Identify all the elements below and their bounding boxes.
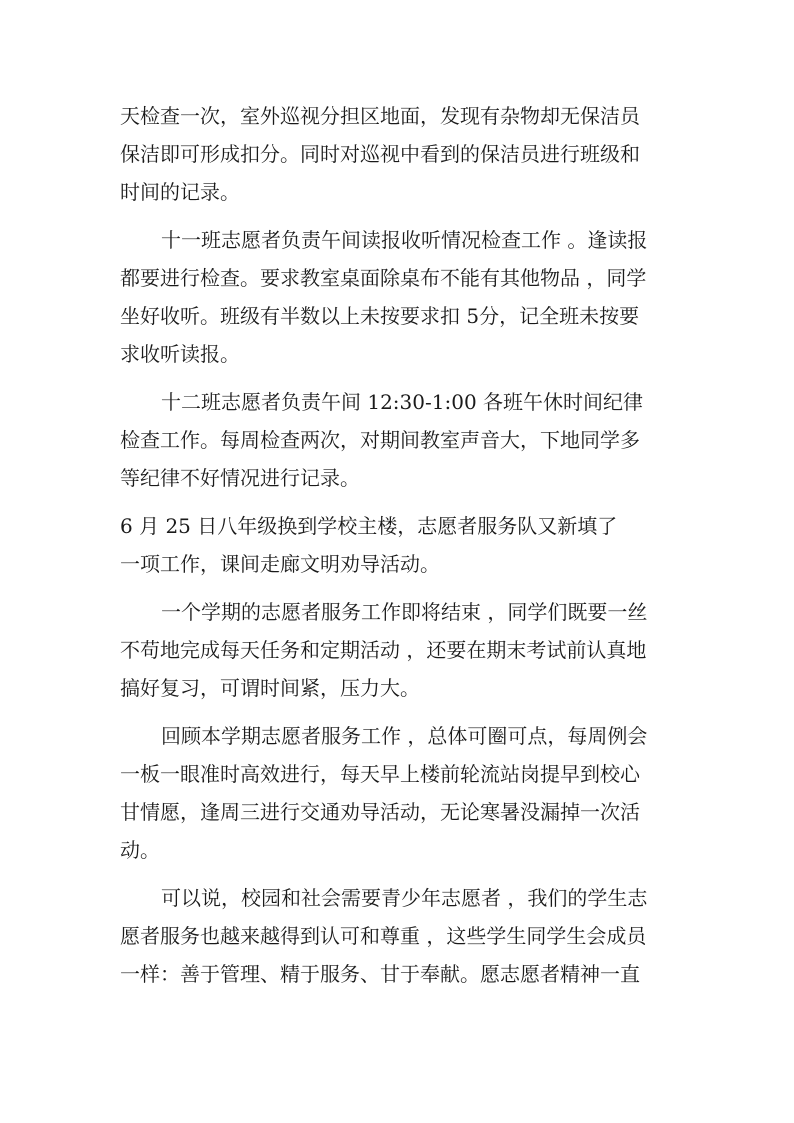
text-line: 甘情愿，逢周三进行交通劝导活动，无论寒暑没漏掉一次活: [120, 800, 640, 824]
text-line: 十二班志愿者负责午间 12:30-1:00 各班午休时间纪律: [161, 390, 644, 414]
paragraph: [120, 97, 680, 211]
paragraph: [120, 717, 680, 869]
text-line: 回顾本学期志愿者服务工作 ，总体可圈可点，每周例会: [161, 724, 648, 748]
text-line: 一项工作，课间走廊文明劝导活动。: [120, 552, 440, 576]
text-line: 一个学期的志愿者服务工作即将结束 ，同学们既要一丝: [161, 600, 648, 624]
text-line: 可以说，校园和社会需要青少年志愿者 ，我们的学生志: [161, 886, 648, 910]
text-line: 一板一眼准时高效进行，每天早上楼前轮流站岗提早到校心: [120, 762, 640, 786]
text-line: 十一班志愿者负责午间读报收听情况检查工作 。逢读报: [161, 228, 648, 252]
text-line: 检查工作。每周检查两次，对期间教室声音大，下地同学多: [120, 428, 640, 452]
text-line: 坐好收听。班级有半数以上未按要求扣 5分，记全班未按要: [120, 304, 640, 328]
text-line: 保洁即可形成扣分。同时对巡视中看到的保洁员进行班级和: [120, 142, 640, 166]
text-line: 愿者服务也越来越得到认可和尊重 ，这些学生同学生会成员: [120, 924, 647, 948]
document-body: [120, 97, 680, 993]
text-line: 动。: [120, 838, 160, 862]
paragraph: [120, 879, 680, 993]
paragraph: [120, 383, 680, 497]
text-line: 时间的记录。: [120, 180, 240, 204]
text-line: 一样：善于管理、精于服务、甘于奉献。愿志愿者精神一直: [120, 962, 640, 986]
text-line: 天检查一次，室外巡视分担区地面，发现有杂物却无保洁员: [120, 104, 640, 128]
text-line: 6 月 25 日八年级换到学校主楼，志愿者服务队又新填了: [120, 514, 618, 538]
paragraph: [120, 593, 680, 707]
text-line: 搞好复习，可谓时间紧，压力大。: [120, 676, 420, 700]
paragraph: [120, 507, 680, 583]
text-line: 求收听读报。: [120, 342, 240, 366]
text-line: 不苟地完成每天任务和定期活动 ，还要在期末考试前认真地: [120, 638, 647, 662]
paragraph: [120, 221, 680, 373]
text-line: 等纪律不好情况进行记录。: [120, 466, 360, 490]
text-line: 都要进行检查。要求教室桌面除桌布不能有其他物品 ，同学: [120, 266, 647, 290]
